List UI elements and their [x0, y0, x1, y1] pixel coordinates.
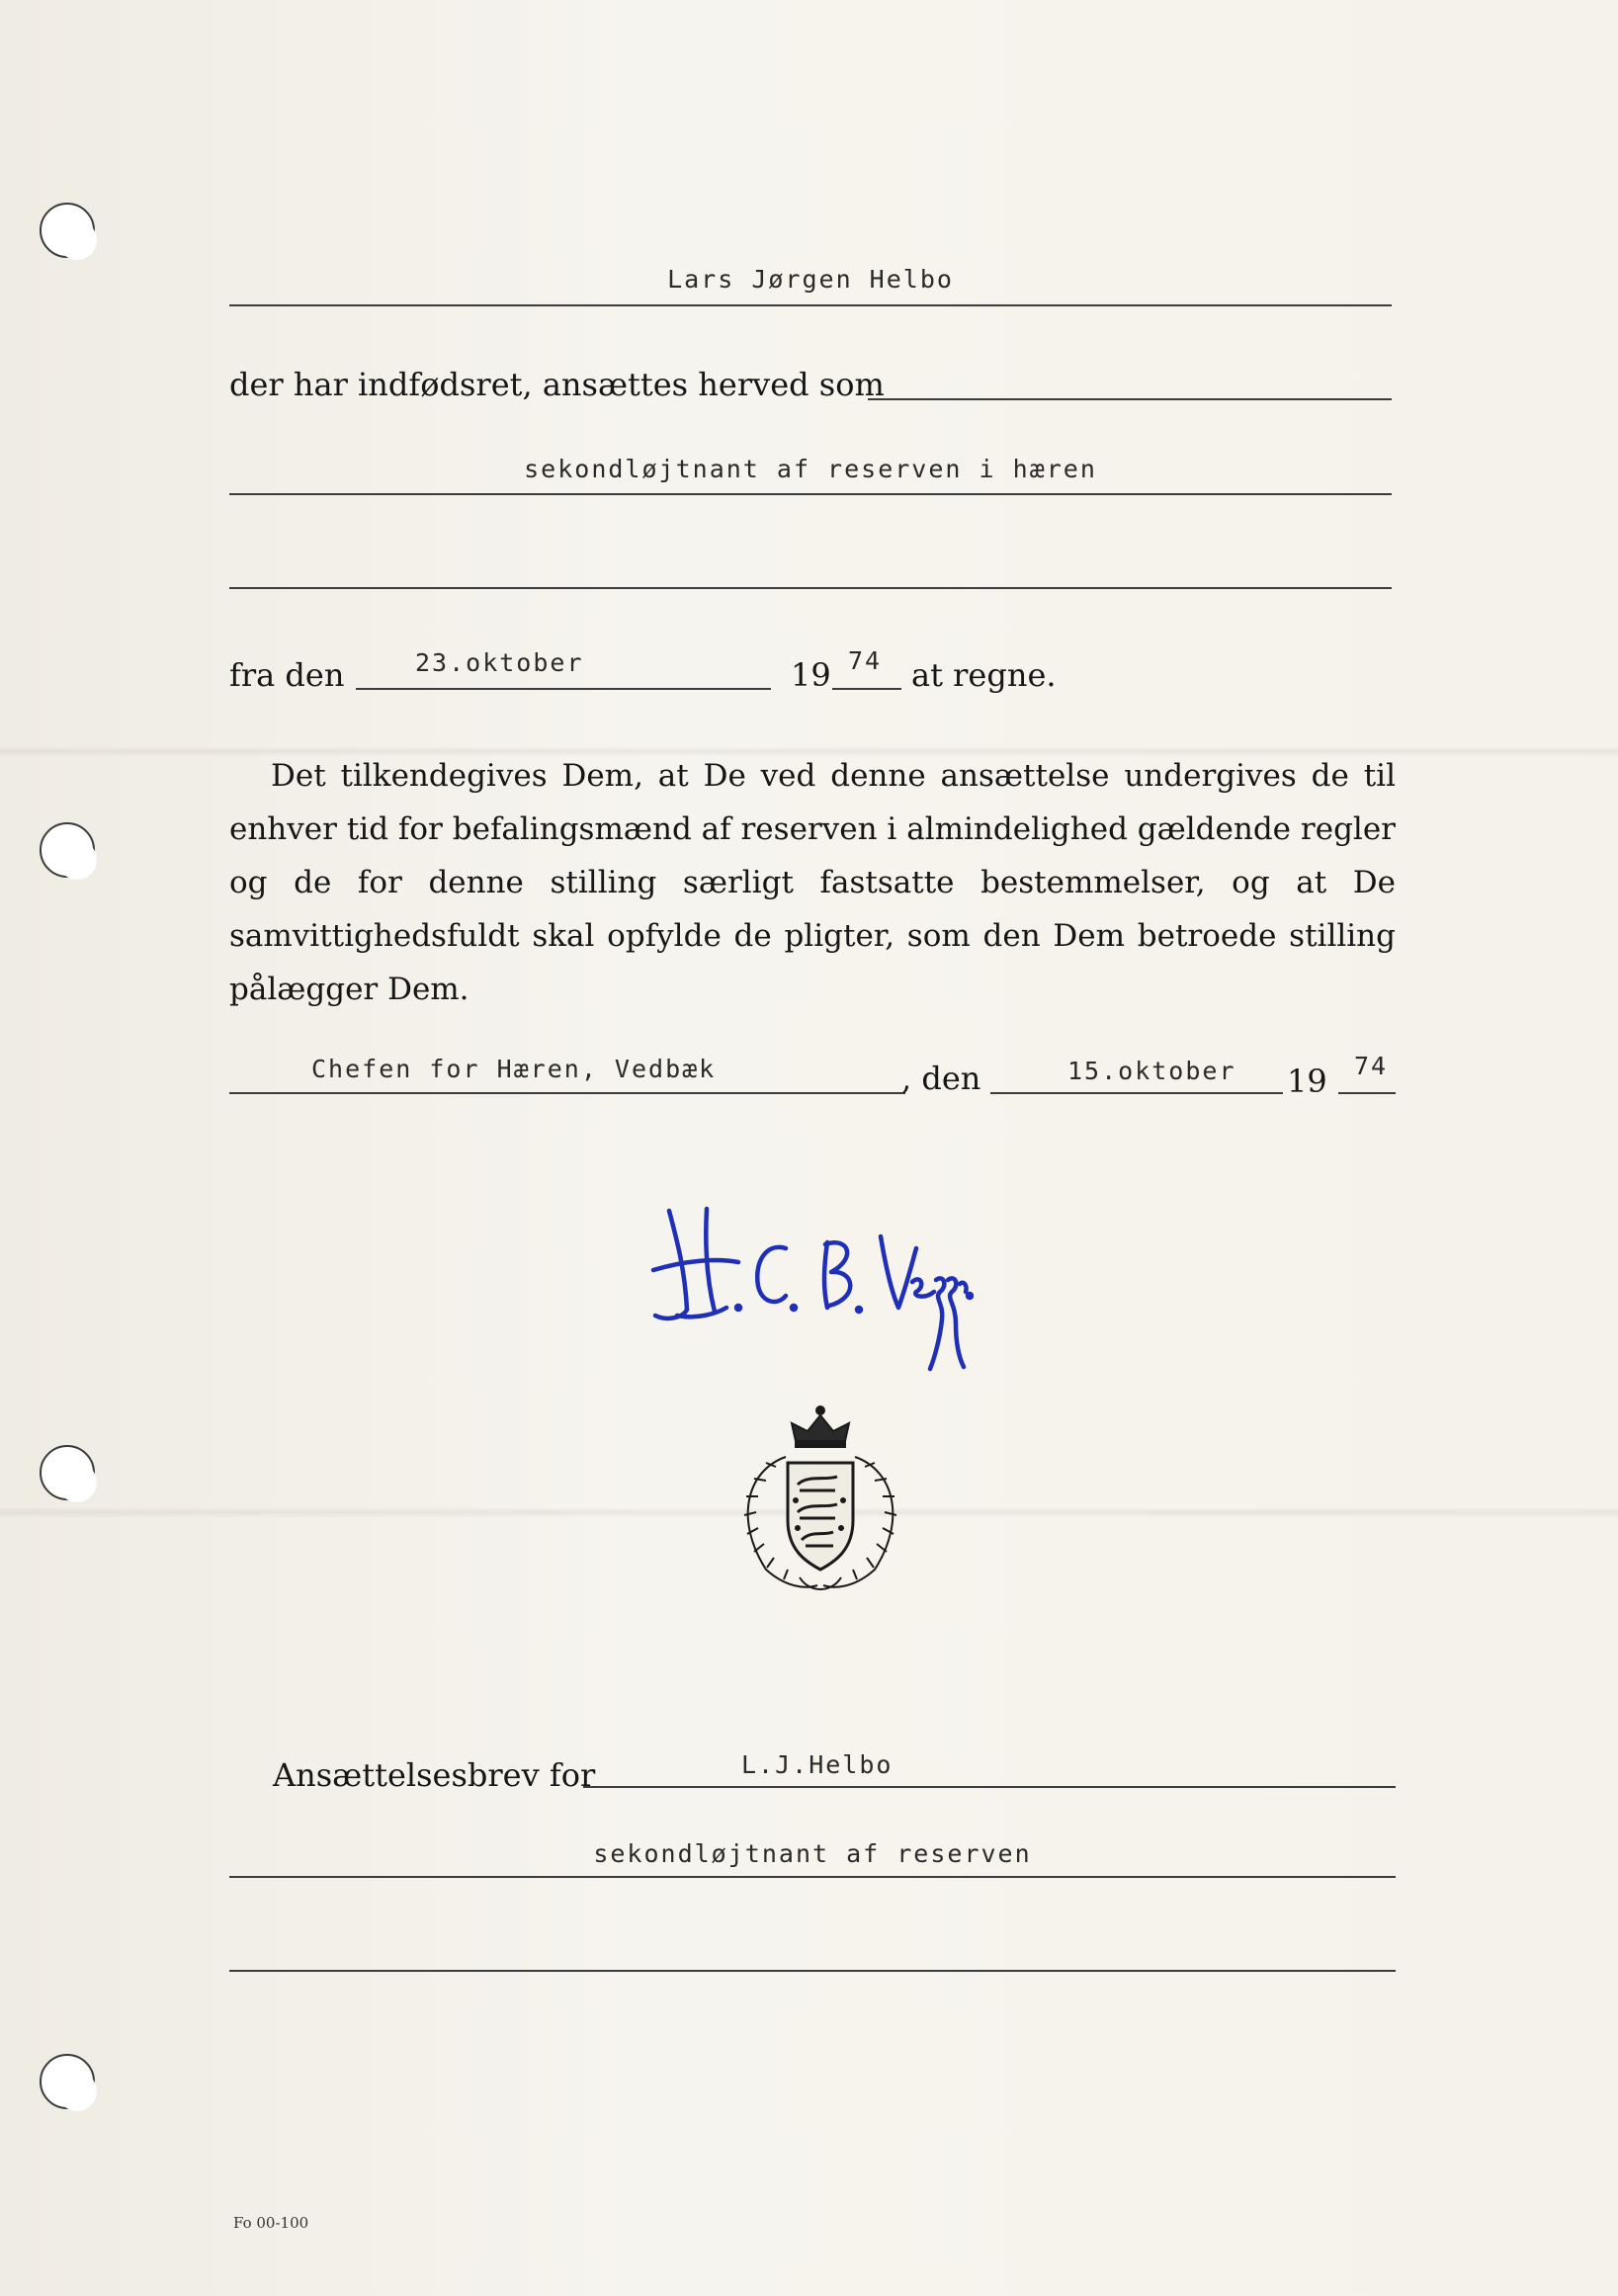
- from-suffix: at regne.: [911, 656, 1057, 694]
- issue-year-prefix: 19: [1287, 1063, 1327, 1100]
- blank-rule: [229, 587, 1392, 589]
- coat-of-arms-emblem: [726, 1402, 914, 1599]
- appointment-text: der har indfødsret, ansættes herved som: [229, 366, 885, 403]
- punch-hole-2-icon: [40, 822, 95, 878]
- footer-rank-rule: [229, 1876, 1396, 1878]
- footer-rank: sekondløjtnant af reserven: [593, 1839, 1032, 1868]
- punch-hole-4-icon: [40, 2054, 95, 2109]
- from-date: 23.oktober: [415, 648, 584, 677]
- form-code: Fo 00-100: [233, 2214, 309, 2232]
- punch-hole-3-icon: [40, 1445, 95, 1500]
- punch-hole-1-icon: [40, 203, 95, 258]
- rank-rule: [229, 493, 1392, 495]
- body-paragraph: Det tilkendegives Dem, at De ved denne ansættelse undergives de til enhver tid for befalingsmænd af reserven i almindelighed gældende regler og de for denne stilling særligt fastsatte bestemmelser, og at De samvittighedsfuldt skal opfylde de pligter, som den Dem betroede stilling pålægger Dem.: [229, 758, 1396, 1007]
- from-year: 74: [848, 646, 883, 675]
- place-separator: , den: [901, 1060, 981, 1097]
- rank-line: sekondløjtnant af reserven i hæren: [524, 455, 1097, 483]
- from-year-prefix: 19: [791, 656, 831, 694]
- issue-date-rule: [990, 1092, 1283, 1094]
- footer-blank-rule: [229, 1970, 1396, 1972]
- appointment-rule: [868, 398, 1392, 400]
- recipient-name: Lars Jørgen Helbo: [667, 265, 954, 294]
- from-prefix: fra den: [229, 656, 345, 694]
- from-year-rule: [832, 688, 901, 690]
- place-line: Chefen for Hæren, Vedbæk: [311, 1055, 717, 1083]
- issue-year-rule: [1338, 1092, 1396, 1094]
- footer-name: L.J.Helbo: [741, 1750, 894, 1779]
- name-rule: [229, 304, 1392, 306]
- issue-date: 15.oktober: [1067, 1057, 1236, 1085]
- footer-label: Ansættelsesbrev for: [273, 1756, 596, 1794]
- from-date-rule: [356, 688, 771, 690]
- issue-year: 74: [1354, 1052, 1389, 1080]
- footer-name-rule: [583, 1786, 1396, 1788]
- handwritten-signature: [647, 1201, 974, 1379]
- place-rule: [229, 1092, 905, 1094]
